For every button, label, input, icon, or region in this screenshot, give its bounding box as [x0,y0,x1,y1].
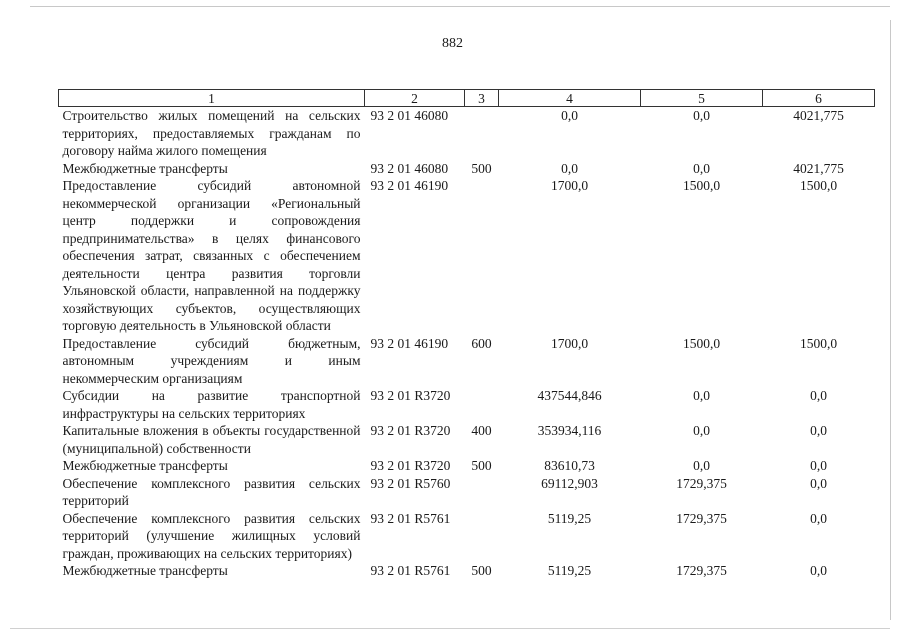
table-row [59,335,875,388]
row-value-6: 0,0 [810,475,827,491]
row-value-5: 1500,0 [682,335,721,351]
row-name: Субсидии на развитие транспортной инфраструктуры на сельских территориях [62,388,361,421]
row-value-5: 1729,375 [676,475,727,491]
row-value-4: 5119,25 [547,510,592,526]
table-row [59,457,875,475]
row-vr: 600 [471,335,492,351]
row-vr [465,107,499,160]
row-code: 93 2 01 46190 [370,335,449,351]
column-header: 1 [59,90,365,107]
row-value-4: 437544,846 [537,388,602,403]
row-value-5: 1500,0 [682,178,721,193]
row-value-6: 1500,0 [799,335,838,351]
table-row [59,422,875,457]
row-value-6: 0,0 [810,458,827,473]
row-value-5: 0,0 [693,108,710,123]
row-name: Межбюджетные трансферты [62,458,228,473]
row-value-4: 0,0 [561,160,578,176]
row-value-6: 0,0 [810,388,827,403]
row-name: Межбюджетные трансферты [62,160,228,176]
row-value-4: 1700,0 [550,178,589,193]
row-name: Капитальные вложения в объекты государственной (муниципальной) собственности [62,423,361,456]
row-value-6: 4021,775 [793,160,844,176]
row-code: 93 2 01 R3720 [370,423,451,438]
page-number: 882 [442,36,463,51]
column-header: 2 [365,90,465,107]
row-vr [465,387,499,422]
row-name: Межбюджетные трансферты [62,563,228,578]
table-row [59,107,875,160]
row-vr: 500 [471,458,492,473]
row-name: Предоставление субсидий бюджетным, автономным учреждениям и иным некоммерческим организациям [62,335,361,386]
row-vr [465,510,499,563]
row-code: 93 2 01 R5761 [370,510,451,526]
row-vr: 400 [471,423,492,438]
row-code: 93 2 01 R3720 [370,458,451,473]
row-value-6: 0,0 [810,563,827,578]
row-value-5: 1729,375 [676,563,727,578]
row-value-5: 1729,375 [676,510,727,526]
row-value-5: 0,0 [693,423,710,438]
row-value-4: 0,0 [561,108,578,123]
row-value-4: 353934,116 [537,423,602,438]
row-name: Обеспечение комплексного развития сельских территорий (улучшение жилищных условий граждан, проживающих на сельских территориях) [62,510,361,561]
row-code: 93 2 01 46080 [370,108,449,123]
row-name: Обеспечение комплексного развития сельских территорий [62,475,361,508]
scan-edge-bottom [10,628,890,629]
row-value-4: 1700,0 [550,335,589,351]
row-value-6: 1500,0 [799,178,838,193]
scan-edge-top [30,6,890,7]
row-vr: 500 [471,563,492,578]
column-header: 6 [763,90,875,107]
row-name: Предоставление субсидий автономной некоммерческой организации «Региональный центр поддержки и сопровождения предпринимательства» в целях финансового обеспечения затрат, связанных с обеспечением деятельности центра развития торговли Ульяновской области, направленной на поддержку хозяйствующих субъектов, осуществляющих торговую деятельность в Ульяновской области [62,178,361,333]
table-row [59,160,875,178]
table-row [59,562,875,580]
row-value-5: 0,0 [693,388,710,403]
table-row [59,475,875,510]
row-value-6: 4021,775 [793,108,844,123]
table-row [59,387,875,422]
table-row [59,510,875,563]
row-vr: 500 [471,160,492,176]
row-code: 93 2 01 46190 [370,178,449,193]
row-value-6: 0,0 [810,423,827,438]
row-value-4: 83610,73 [544,458,595,473]
column-header: 5 [641,90,763,107]
scan-edge-right [890,20,891,620]
row-code: 93 2 01 R5761 [370,563,451,578]
row-value-5: 0,0 [693,160,710,176]
row-value-4: 69112,903 [541,475,598,491]
budget-table [58,89,875,580]
column-header: 4 [499,90,641,107]
row-code: 93 2 01 R3720 [370,388,451,403]
row-code: 93 2 01 R5760 [370,475,451,491]
row-value-5: 0,0 [693,458,710,473]
table-header-row [59,90,875,107]
row-name: Строительство жилых помещений на сельских территориях, предоставляемых гражданам по договору найма жилого помещения [62,108,361,158]
row-value-4: 5119,25 [547,563,592,578]
row-code: 93 2 01 46080 [370,160,449,176]
table-row [59,177,875,335]
row-value-6: 0,0 [810,510,827,526]
row-vr [465,177,499,335]
row-vr [465,475,499,510]
column-header: 3 [465,90,499,107]
